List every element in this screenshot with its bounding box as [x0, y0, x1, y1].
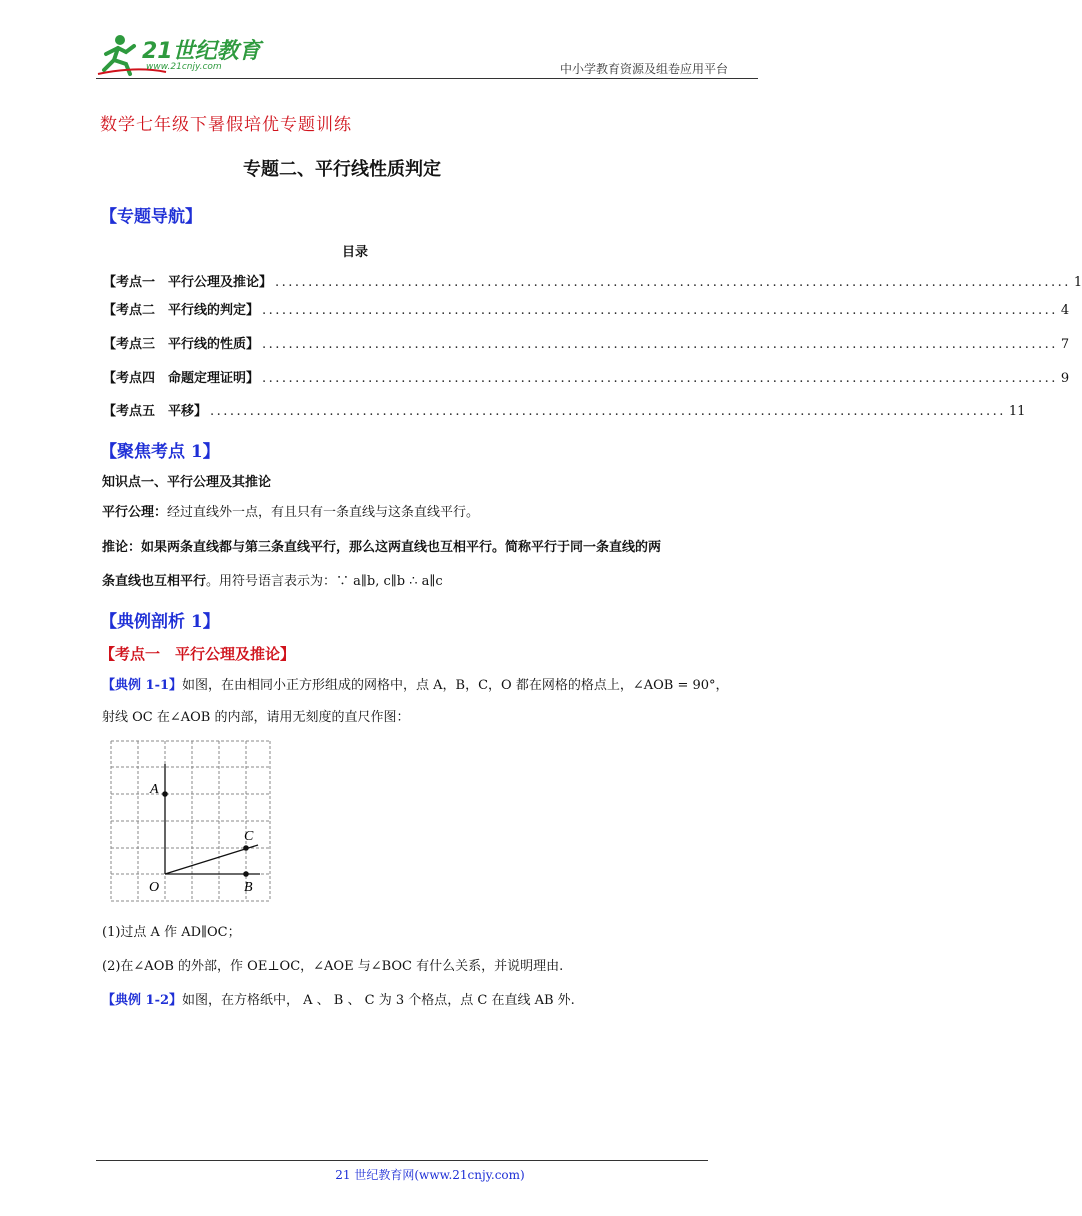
example2-tag: 【典例 1-2】	[102, 993, 183, 1008]
toc-item[interactable]	[103, 333, 1070, 352]
logo-text: 21世纪教育	[142, 39, 261, 64]
footer-text[interactable]: 21 世纪教育网(www.21cnjy.com)	[335, 1168, 525, 1182]
toc-item-page: 9	[1060, 371, 1070, 386]
toc-heading: 目录	[342, 245, 369, 260]
doc-title: 数学七年级下暑假培优专题训练	[100, 115, 352, 135]
label-b: B	[244, 880, 253, 895]
toc-item-label: 【考点一 平行公理及推论】	[103, 275, 273, 290]
grid-figure	[100, 736, 280, 906]
axiom-paragraph	[102, 501, 479, 520]
point-a	[162, 791, 168, 797]
point-b	[243, 871, 249, 877]
platform-name: 中小学教育资源及组卷应用平台	[560, 62, 729, 76]
point-c	[243, 845, 249, 851]
corollary-text-2: 。用符号语言表示为：∵ a∥b, c∥b ∴ a∥c	[206, 574, 443, 589]
toc-item-page: 11	[1008, 404, 1026, 419]
toc-item-label: 【考点二 平行线的判定】	[103, 303, 260, 318]
corollary-text-1: 如果两条直线都与第三条直线平行，那么这两直线也互相平行。简称平行于同一条直线的两	[141, 540, 662, 555]
example1-text-1: 如图，在由相同小正方形组成的网格中，点 A，B，C，O 都在网格的格点上，∠AOB = 90°，	[182, 678, 729, 693]
focus-heading: 【聚焦考点 1】	[100, 442, 220, 462]
toc-item-page: 7	[1060, 337, 1070, 352]
label-o: O	[149, 880, 160, 895]
example-heading: 【典例剖析 1】	[100, 612, 220, 632]
header-divider	[96, 78, 758, 79]
axiom-label: 平行公理：	[102, 505, 168, 520]
toc-item[interactable]	[103, 299, 1070, 318]
toc-leader: ........................................................................................................................	[262, 337, 1058, 352]
label-a: A	[150, 782, 159, 797]
logo-url: www.21cnjy.com	[146, 62, 222, 72]
corollary-label: 推论：	[102, 540, 142, 555]
toc-leader: ........................................................................................................................	[210, 404, 1006, 419]
example1-tag: 【典例 1-1】	[102, 678, 183, 693]
toc-item[interactable]	[103, 271, 1082, 290]
topic-title: 专题二、平行线性质判定	[243, 159, 441, 180]
example1-line1	[102, 674, 729, 693]
footer-divider	[96, 1160, 708, 1161]
toc-item-page: 4	[1060, 303, 1070, 318]
toc-item-page: 1	[1073, 275, 1082, 290]
question-2: (2)在∠AOB 的外部，作 OE⊥OC，∠AOE 与∠BOC 有什么关系，并说明理由.	[102, 959, 564, 974]
toc-leader: ........................................................................................................................	[262, 303, 1058, 318]
question-1: (1)过点 A 作 AD∥OC；	[102, 925, 241, 940]
toc-leader: ........................................................................................................................	[275, 275, 1071, 290]
toc-item[interactable]	[103, 400, 1026, 419]
corollary-text-2-bold: 条直线也互相平行	[102, 574, 207, 589]
example2-line	[102, 989, 575, 1008]
example1-line2: 射线 OC 在∠AOB 的内部，请用无刻度的直尺作图：	[102, 710, 410, 725]
example2-text: 如图，在方格纸中， A 、 B 、 C 为 3 个格点，点 C 在直线 AB 外.	[182, 993, 575, 1008]
kaodian1-heading: 【考点一 平行公理及推论】	[100, 645, 296, 663]
knowledge-title: 知识点一、平行公理及其推论	[102, 475, 272, 490]
axiom-text: 经过直线外一点，有且只有一条直线与这条直线平行。	[167, 505, 480, 520]
toc-item-label: 【考点四 命题定理证明】	[103, 371, 260, 386]
grid-lines	[111, 741, 270, 901]
nav-heading: 【专题导航】	[100, 207, 202, 227]
toc-leader: ........................................................................................................................	[262, 371, 1058, 386]
label-c: C	[244, 829, 254, 844]
logo	[96, 30, 266, 78]
toc-item[interactable]	[103, 367, 1070, 386]
corollary-line-1	[102, 536, 661, 555]
toc-item-label: 【考点三 平行线的性质】	[103, 337, 260, 352]
corollary-line-2	[102, 570, 443, 589]
toc-item-label: 【考点五 平移】	[103, 404, 208, 419]
